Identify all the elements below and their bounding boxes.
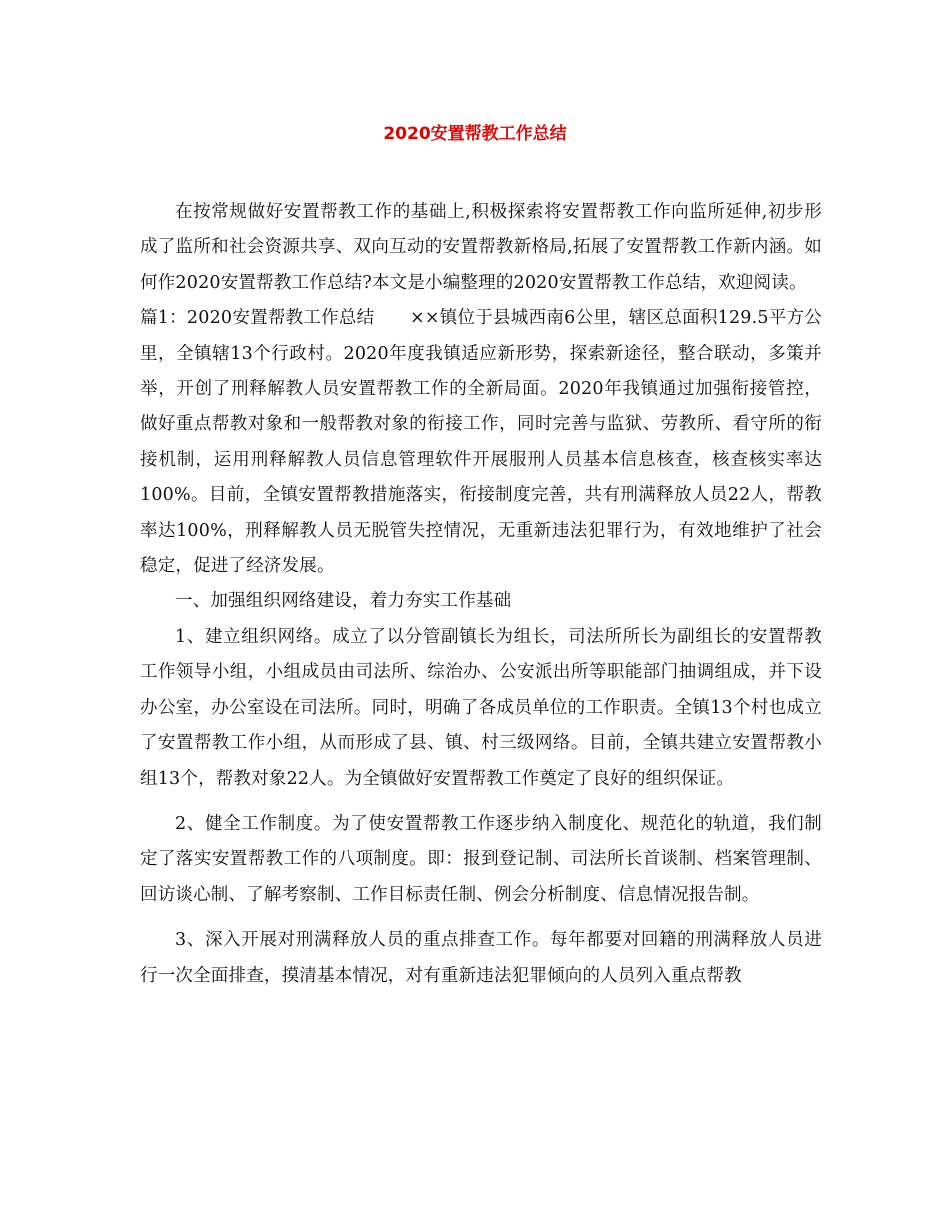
intro-paragraph: 在按常规做好安置帮教工作的基础上,积极探索将安置帮教工作向监所延伸,初步形成了监所和社会资源共享、双向互动的安置帮教新格局,拓展了安置帮教工作新内涵。如何作2020安置帮教工作总结?本文是小编整理的2020安置帮教工作总结，欢迎阅读。: [140, 202, 822, 293]
document-title: 2020安置帮教工作总结: [383, 124, 567, 144]
item-2-paragraph: 2、健全工作制度。为了使安置帮教工作逐步纳入制度化、规范化的轨道，我们制定了落实安置帮教工作的八项制度。即：报到登记制、司法所长首谈制、档案管理制、回访谈心制、了解考察制、工作目标责任制、例会分析制度、信息情况报告制。: [140, 813, 822, 905]
article-1-paragraph: 篇1：2020安置帮教工作总结 ××镇位于县城西南6公里，辖区总面积129.5平方公里，全镇辖13个行政村。2020年度我镇适应新形势，探索新途径，整合联动，多策并举，开创了刑释解教人员安置帮教工作的全新局面。2020年我镇通过加强衔接管控，做好重点帮教对象和一般帮教对象的衔接工作，同时完善与监狱、劳教所、看守所的衔接机制，运用刑释解教人员信息管理软件开展服刑人员基本信息核查，核查核实率达100%。目前，全镇安置帮教措施落实，衔接制度完善，共有刑满释放人员22人，帮教率达100%，刑释解教人员无脱管失控情况，无重新违法犯罪行为，有效地维护了社会稳定，促进了经济发展。: [140, 308, 822, 577]
section-heading: 一、加强组织网络建设，着力夯实工作基础: [175, 591, 512, 612]
item-1-paragraph: 1、建立组织网络。成立了以分管副镇长为组长，司法所所长为副组长的安置帮教工作领导小组，小组成员由司法所、综治办、公安派出所等职能部门抽调组成，并下设办公室，办公室设在司法所。同时，明确了各成员单位的工作职责。全镇13个村也成立了安置帮教工作小组，从而形成了县、镇、村三级网络。目前，全镇共建立安置帮教小组13个，帮教对象22人。为全镇做好安置帮教工作奠定了良好的组织保证。: [140, 626, 822, 789]
item-3-paragraph: 3、深入开展对刑满释放人员的重点排查工作。每年都要对回籍的刑满释放人员进行一次全面排查，摸清基本情况，对有重新违法犯罪倾向的人员列入重点帮教: [140, 930, 822, 986]
document-body: [140, 195, 822, 994]
